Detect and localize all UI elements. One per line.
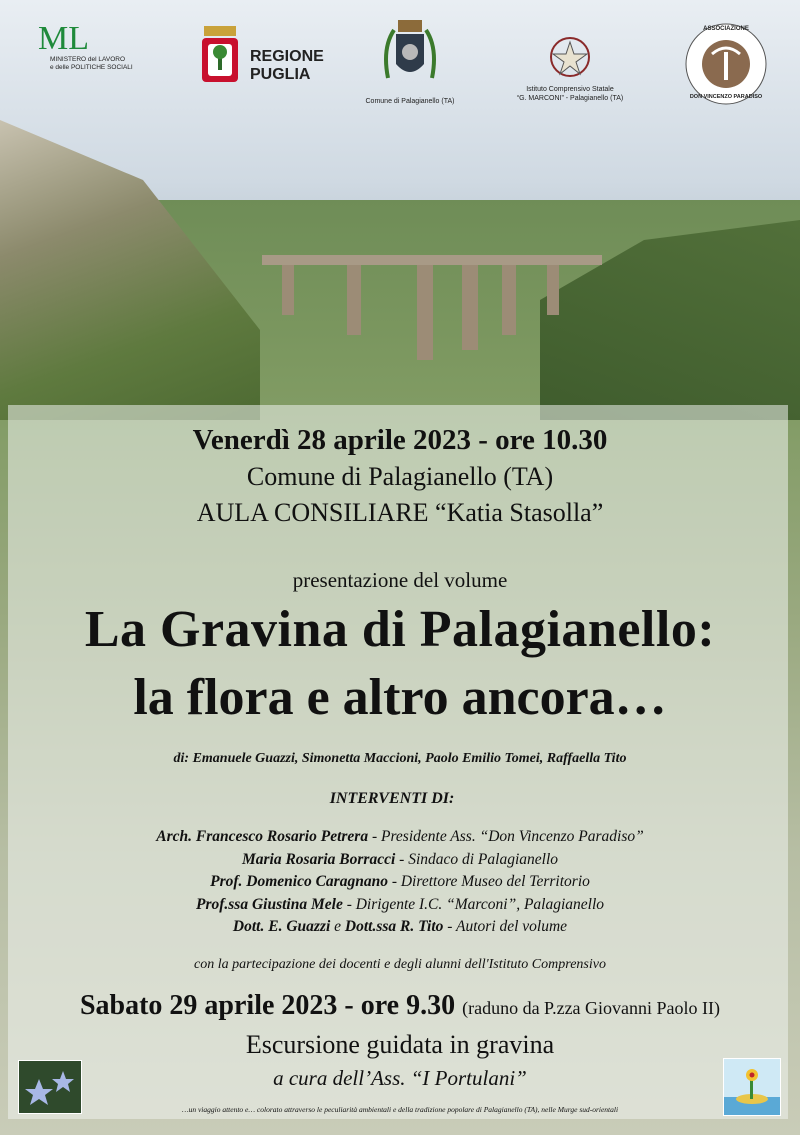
presentation-label: presentazione del volume [292, 568, 508, 592]
regione-crest-icon [200, 26, 240, 86]
speaker-role: - Sindaco di Palagianello [395, 850, 559, 868]
event1-date: Venerdì 28 aprile 2023 - ore 10.30 [192, 424, 608, 456]
speaker-conjunction: e [330, 918, 345, 935]
speaker-role: - Presidente Ass. “Don Vincenzo Paradiso” [368, 828, 644, 845]
speaker-row [0, 894, 800, 917]
istituto-logo [500, 36, 640, 103]
speaker-name: Prof.ssa Giustina Mele [195, 895, 343, 913]
ministero-mark: ML [38, 20, 89, 57]
speaker-role: - Autori del volume [443, 918, 568, 935]
event2-title: Escursione guidata in gravina [245, 1030, 555, 1059]
footer-note: …un viaggio attento e… colorato attraverso le peculiarità ambientali e della tradizione popolare di Palagianello (TA), nelle Murge sud-orientali [181, 1105, 619, 1114]
interventi-label: INTERVENTI DI: [329, 790, 455, 807]
participation-note: con la partecipazione dei docenti e degli alunni dell'Istituto Comprensivo [194, 957, 606, 972]
regione-line1: REGIONE [250, 48, 324, 65]
book-title-line2: la flora e altro ancora… [133, 669, 667, 726]
speaker-row [0, 916, 800, 939]
comune-crest-icon [380, 18, 440, 93]
istituto-line1: Istituto Comprensivo Statale [526, 86, 614, 93]
event2-date: Sabato 29 aprile 2023 - ore 9.30 [79, 990, 456, 1021]
speaker-name: Dott. E. Guazzi [232, 918, 331, 935]
flower-photo [18, 1060, 82, 1114]
italian-emblem-icon [549, 36, 591, 80]
event2-meeting: (raduno da P.zza Giovanni Paolo II) [462, 998, 721, 1018]
speaker-row [0, 849, 800, 872]
associazione-ring-bottom: DON VINCENZO PARADISO [689, 94, 763, 100]
book-title-line1: La Gravina di Palagianello: [84, 601, 716, 658]
speaker-name: Arch. Francesco Rosario Petrera [156, 828, 369, 845]
ministero-line2: e delle POLITICHE SOCIALI [50, 64, 133, 71]
event1-place: Comune di Palagianello (TA) [246, 462, 554, 491]
portulani-logo [723, 1058, 781, 1116]
regione-line2: PUGLIA [250, 66, 311, 83]
speaker-name: Prof. Domenico Caragnano [210, 873, 388, 890]
speaker-row [0, 871, 800, 894]
speaker-name: Maria Rosaria Borracci [241, 850, 396, 868]
ministero-line1: MINISTERO del LAVORO [50, 56, 126, 63]
associazione-ring-top: ASSOCIAZIONE [703, 26, 749, 32]
speaker-row [0, 826, 800, 849]
comune-logo [360, 18, 460, 105]
istituto-line2: “G. MARCONI” - Palagianello (TA) [516, 95, 624, 102]
speaker-name-2: Dott.ssa R. Tito [344, 918, 444, 935]
comune-caption: Comune di Palagianello (TA) [365, 98, 455, 105]
viaduct-bridge [262, 255, 602, 365]
speakers-list [0, 826, 800, 939]
ministero-logo [38, 22, 148, 72]
authors: di: Emanuele Guazzi, Simonetta Maccioni, Paolo Emilio Tomei, Raffaella Tito [173, 751, 627, 766]
associazione-logo [684, 22, 768, 111]
speaker-role: - Dirigente I.C. “Marconi”, Palagianello [342, 895, 605, 913]
event2-line [0, 990, 800, 1022]
event2-organizer: a cura dell’Ass. “I Portulani” [273, 1066, 527, 1090]
regione-puglia-logo [200, 26, 335, 86]
event1-room: AULA CONSILIARE “Katia Stasolla” [196, 498, 604, 527]
sponsor-logos [0, 0, 800, 120]
speaker-role: - Direttore Museo del Territorio [387, 873, 590, 890]
